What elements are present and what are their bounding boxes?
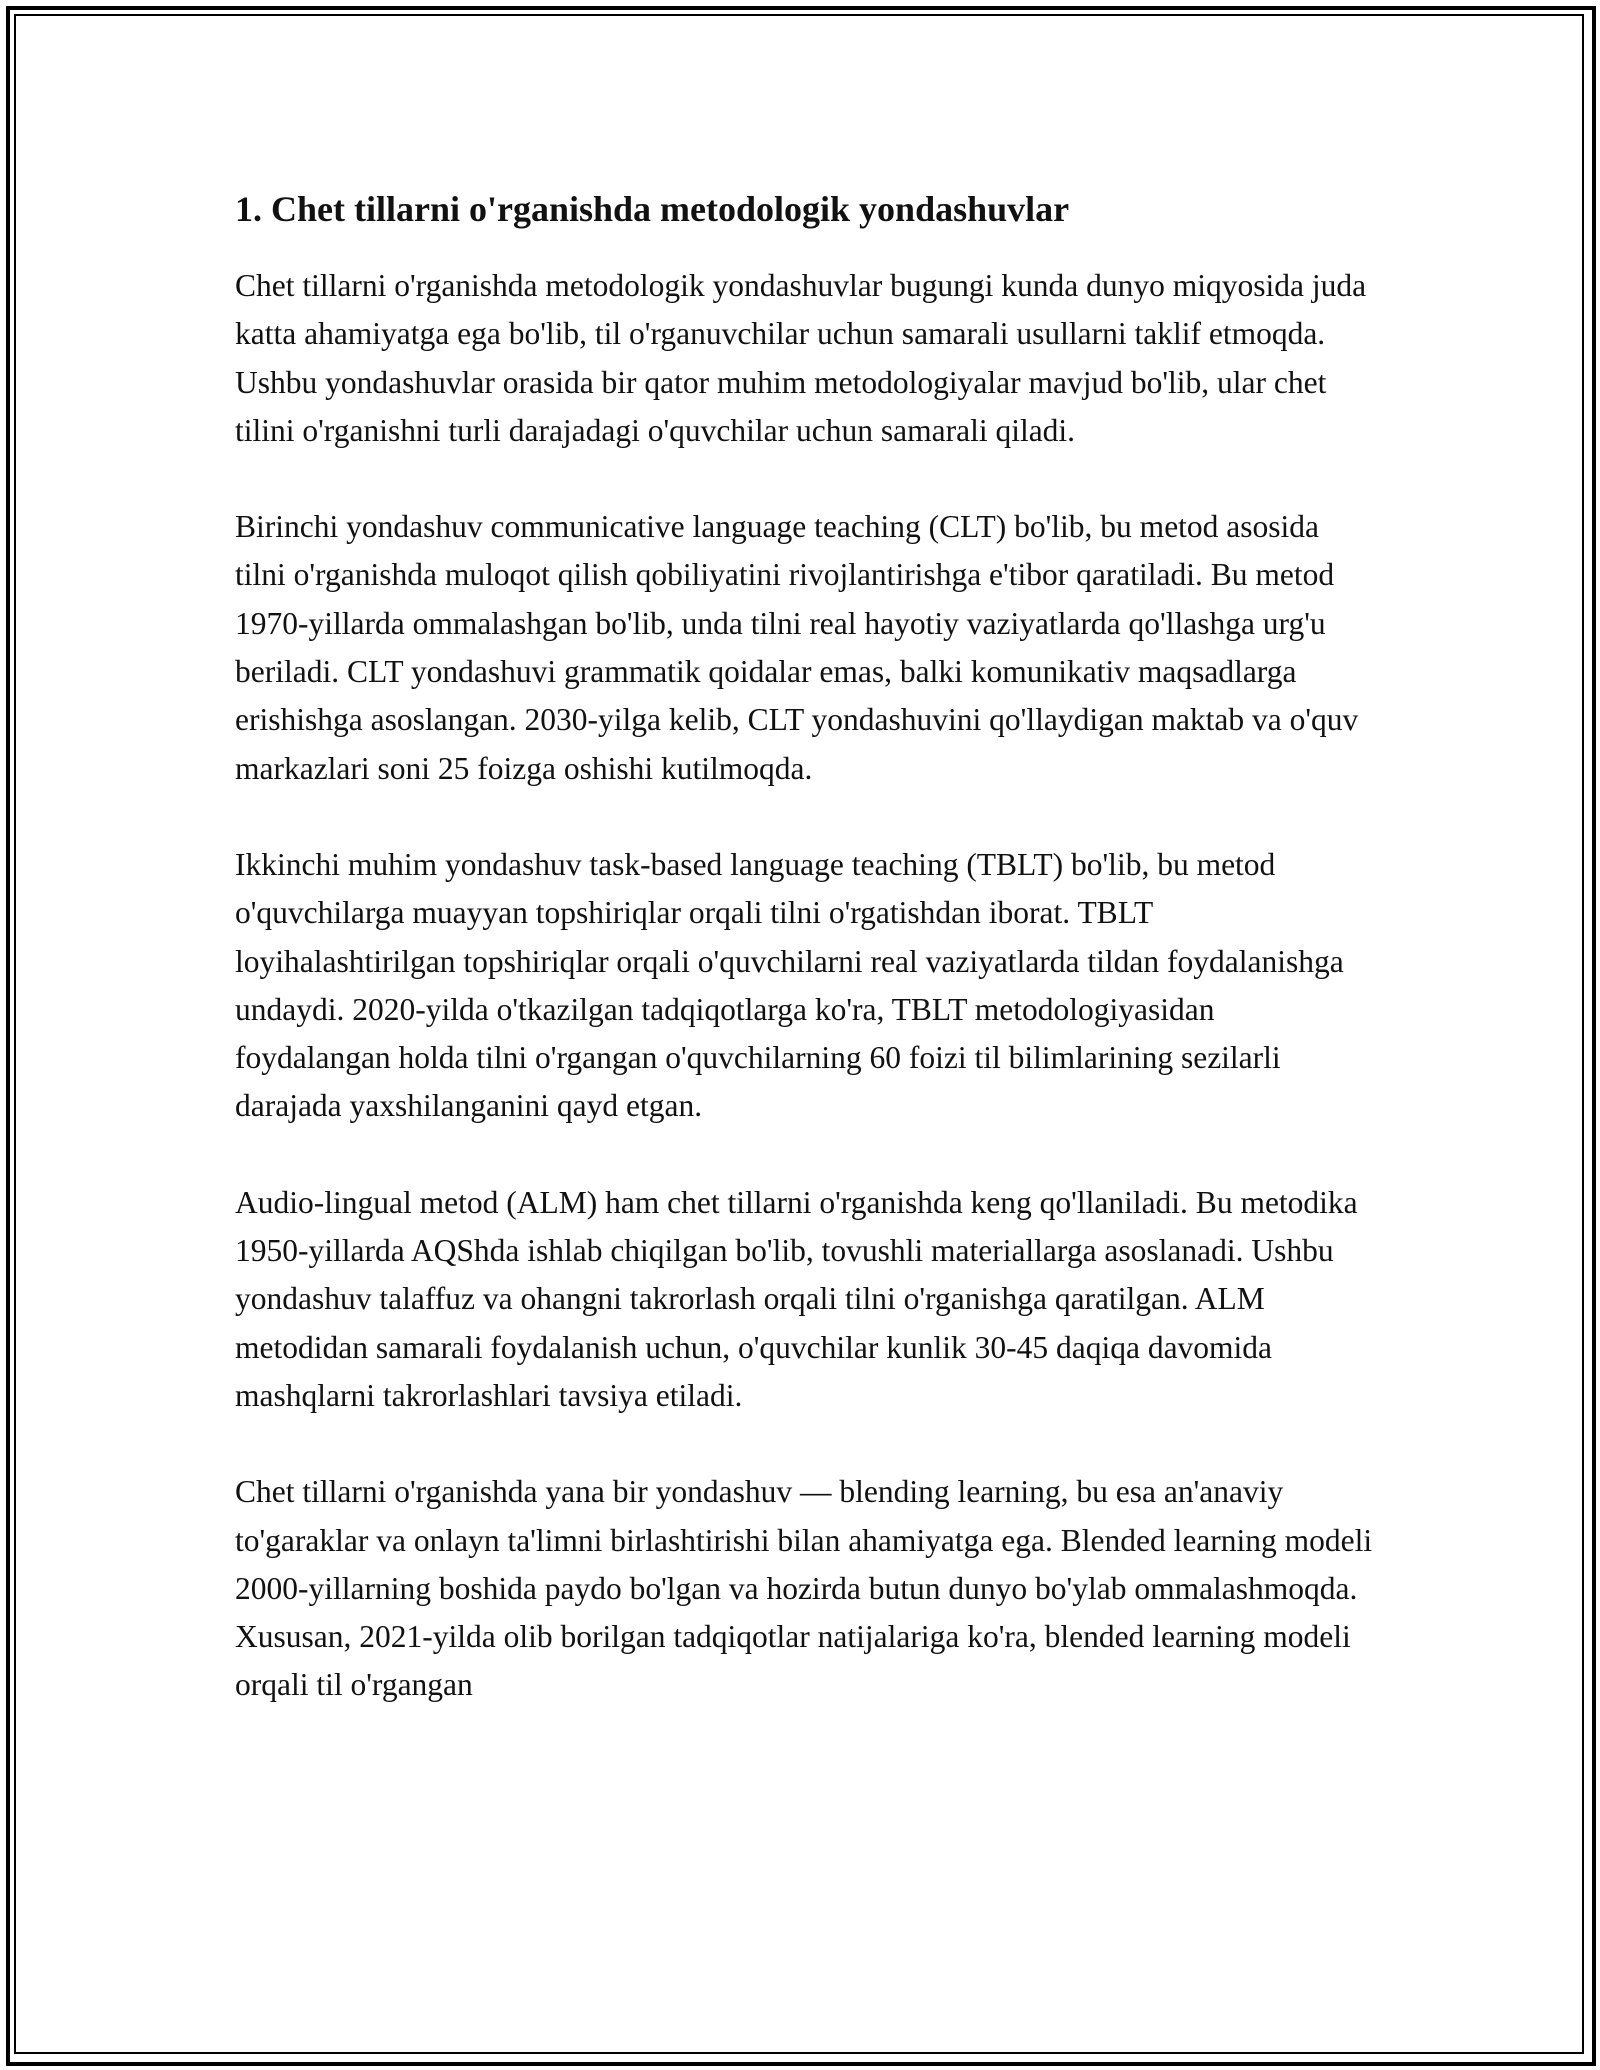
section-heading: 1. Chet tillarni o'rganishda metodologik yondashuvlar xyxy=(235,189,1070,229)
paragraph-clt: Birinchi yondashuv communicative language teaching (CLT) bo'lib, bu metod asosida tilni o'rganishda muloqot qilish qobiliyatini rivojlantirishga e'tibor qaratiladi. Bu metod 1970-yillarda ommalashgan bo'lib, unda tilni real hayotiy vaziyatlarda qo'llashga urg'u beriladi. CLT yondashuvi grammatik qoidalar emas, balki komunikativ maqsadlarga erishishga asoslangan. 2030-yilga kelib, CLT yondashuvini qo'llaydigan maktab va o'quv markazlari soni 25 foizga oshishi kutilmoqda. xyxy=(235,509,1359,786)
paragraph-intro: Chet tillarni o'rganishda metodologik yondashuvlar bugungi kunda dunyo miqyosida juda katta ahamiyatga ega bo'lib, til o'rganuvchilar uchun samarali usullarni taklif etmoqda. Ushbu yondashuvlar orasida bir qator muhim metodologiyalar mavjud bo'lib, ular chet tilini o'rganishni turli darajadagi o'quvchilar uchun samarali qiladi. xyxy=(235,268,1367,448)
paragraph-blended-learning: Chet tillarni o'rganishda yana bir yondashuv — blending learning, bu esa an'anaviy to'garaklar va onlayn ta'limni birlashtirishi bilan ahamiyatga ega. Blended learning modeli 2000-yillarning boshida paydo bo'lgan va hozirda butun dunyo bo'ylab ommalashmoqda. Xususan, 2021-yilda olib borilgan tadqiqotlar natijalariga ko'ra, blended learning modeli orqali til o'rgangan xyxy=(235,1474,1373,1703)
paragraph-tblt: Ikkinchi muhim yondashuv task-based language teaching (TBLT) bo'lib, bu metod o'quvchilarga muayyan topshiriqlar orqali tilni o'rgatishdan iborat. TBLT loyihalashtirilgan topshiriqlar orqali o'quvchilarni real vaziyatlarda tildan foydalanishga undaydi. 2020-yilda o'tkazilgan tadqiqotlarga ko'ra, TBLT metodologiyasidan foydalangan holda tilni o'rgangan o'quvchilarning 60 foizi til bilimlarining sezilarli darajada yaxshilanganini qayd etgan. xyxy=(235,846,1344,1124)
paragraph-alm: Audio-lingual metod (ALM) ham chet tillarni o'rganishda keng qo'llaniladi. Bu metodika 1950-yillarda AQShda ishlab chiqilgan bo'lib, tovushli materiallarga asoslanadi. Ushbu yondashuv talaffuz va ohangni takrorlash orqali tilni o'rganishga qaratilgan. ALM metodidan samarali foydalanish uchun, o'quvchilar kunlik 30-45 daqiqa davomida mashqlarni takrorlashlari tavsiya etiladi. xyxy=(235,1184,1358,1413)
document-body xyxy=(235,186,1375,1758)
